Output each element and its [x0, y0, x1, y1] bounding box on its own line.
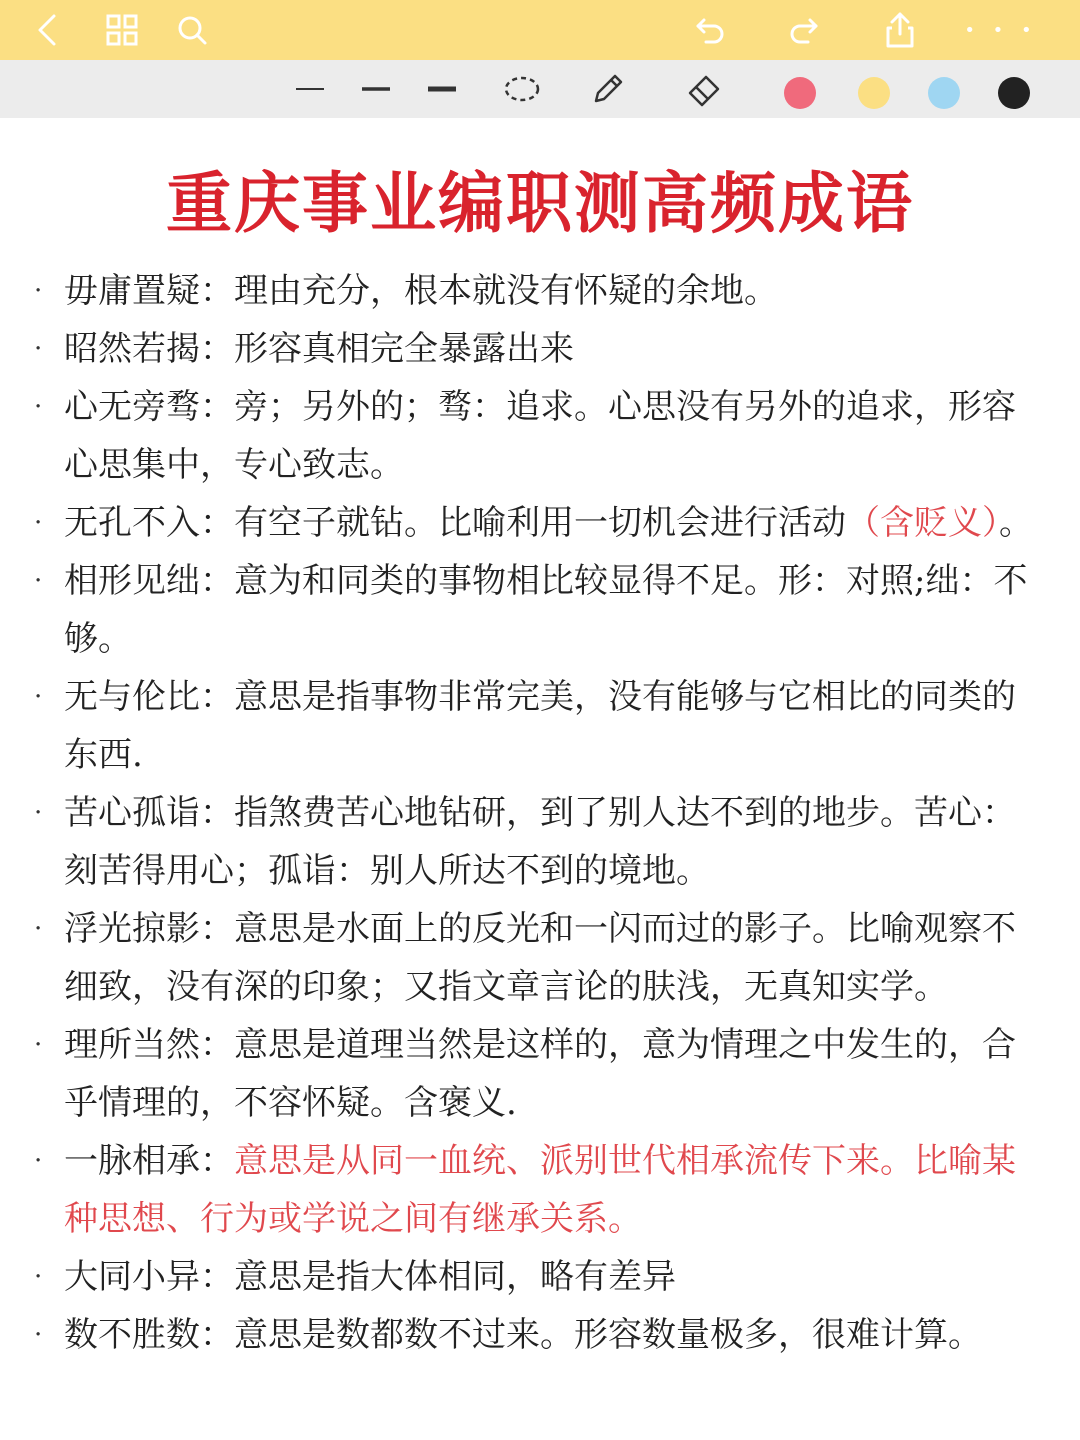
redo-icon[interactable]	[782, 8, 826, 52]
grid-icon[interactable]	[100, 8, 144, 52]
term-separator: ：	[200, 1141, 234, 1181]
bullet-icon: ·	[34, 334, 43, 364]
idiom-definition: 旁；另外的；骛：追求。心思没有另外的追求，形容心思集中，专心致志。	[64, 387, 1016, 485]
list-item	[0, 552, 1080, 668]
idiom-definition: 形容真相完全暴露出来	[234, 329, 574, 369]
bullet-icon: ·	[34, 914, 43, 944]
list-item	[0, 262, 1080, 320]
term-separator: ：	[200, 387, 234, 427]
term-separator: ：	[200, 793, 234, 833]
idiom-definition: 有空子就钻。比喻利用一切机会进行活动	[234, 503, 846, 543]
list-item	[0, 1016, 1080, 1132]
list-item	[0, 784, 1080, 900]
list-item	[0, 900, 1080, 1016]
idiom-term: 苦心孤诣	[64, 793, 200, 833]
pencil-icon[interactable]	[586, 69, 630, 109]
eraser-icon[interactable]	[682, 69, 726, 109]
list-item	[0, 1306, 1080, 1364]
color-swatch-blue[interactable]	[928, 77, 960, 109]
idiom-term: 相形见绌	[64, 561, 200, 601]
undo-icon[interactable]	[688, 8, 732, 52]
idiom-term: 毋庸置疑	[64, 271, 200, 311]
idiom-definition: 意为和同类的事物相比较显得不足。形：对照;绌：不够。	[64, 561, 1028, 659]
drawing-tool-row	[0, 60, 1080, 118]
idiom-list	[0, 262, 1080, 1364]
share-icon[interactable]	[878, 8, 922, 52]
bullet-icon: ·	[34, 1262, 43, 1292]
page-title: 重庆事业编职测高频成语	[166, 164, 914, 242]
back-icon[interactable]	[26, 8, 70, 52]
term-separator: ：	[200, 561, 234, 601]
idiom-definition: 意思是数都数不过来。形容数量极多，很难计算。	[234, 1315, 982, 1355]
idiom-term: 数不胜数	[64, 1315, 200, 1355]
term-separator: ：	[200, 909, 234, 949]
more-icon[interactable]: • • •	[964, 19, 1038, 41]
thin-pen-width-icon[interactable]	[288, 69, 332, 109]
term-separator: ：	[200, 503, 234, 543]
list-item	[0, 668, 1080, 784]
idiom-term: 理所当然	[64, 1025, 200, 1065]
idiom-term: 无孔不入	[64, 503, 200, 543]
bullet-icon: ·	[34, 392, 43, 422]
bullet-icon: ·	[34, 566, 43, 596]
bullet-icon: ·	[34, 682, 43, 712]
color-swatch-pink[interactable]	[784, 77, 816, 109]
bullet-icon: ·	[34, 508, 43, 538]
bullet-icon: ·	[34, 798, 43, 828]
thick-pen-width-icon[interactable]	[420, 69, 464, 109]
list-item	[0, 320, 1080, 378]
idiom-term: 一脉相承	[64, 1141, 200, 1181]
idiom-note-highlight: （含贬义）	[846, 503, 999, 543]
term-separator: ：	[200, 677, 234, 717]
idiom-definition: 意思是指事物非常完美，没有能够与它相比的同类的东西.	[64, 677, 1016, 775]
idiom-definition: 指煞费苦心地钻研，到了别人达不到的地步。苦心：刻苦得用心；孤诣：别人所达不到的境地。	[64, 793, 1016, 891]
idiom-definition: 理由充分，根本就没有怀疑的余地。	[234, 271, 778, 311]
idiom-term: 大同小异	[64, 1257, 200, 1297]
term-separator: ：	[200, 329, 234, 369]
bullet-icon: ·	[34, 1146, 43, 1176]
idiom-term: 无与伦比	[64, 677, 200, 717]
bullet-icon: ·	[34, 1320, 43, 1350]
term-separator: ：	[200, 1315, 234, 1355]
term-separator: ：	[200, 271, 234, 311]
idiom-definition: 意思是水面上的反光和一闪而过的影子。比喻观察不细致，没有深的印象；又指文章言论的肤浅，无真知实学。	[64, 909, 1016, 1007]
idiom-note-highlight: 意思是从同一血统、派别世代相承流传下来。比喻某种思想、行为或学说之间有继承关系。	[64, 1141, 1016, 1239]
lasso-icon[interactable]	[500, 69, 544, 109]
top-toolbar	[0, 0, 1080, 60]
list-item	[0, 1248, 1080, 1306]
term-separator: ：	[200, 1257, 234, 1297]
idiom-tail: 。	[999, 503, 1033, 543]
bullet-icon: ·	[34, 1030, 43, 1060]
idiom-term: 心无旁骛	[64, 387, 200, 427]
idiom-term: 浮光掠影	[64, 909, 200, 949]
idiom-definition: 意思是指大体相同，略有差异	[234, 1257, 676, 1297]
list-item	[0, 1132, 1080, 1248]
term-separator: ：	[200, 1025, 234, 1065]
idiom-definition: 意思是道理当然是这样的，意为情理之中发生的，合乎情理的，不容怀疑。含褒义.	[64, 1025, 1016, 1123]
search-icon[interactable]	[170, 8, 214, 52]
idiom-term: 昭然若揭	[64, 329, 200, 369]
bullet-icon: ·	[34, 276, 43, 306]
list-item	[0, 494, 1080, 552]
color-swatch-black[interactable]	[998, 77, 1030, 109]
color-swatch-yellow[interactable]	[858, 77, 890, 109]
list-item	[0, 378, 1080, 494]
medium-pen-width-icon[interactable]	[354, 69, 398, 109]
